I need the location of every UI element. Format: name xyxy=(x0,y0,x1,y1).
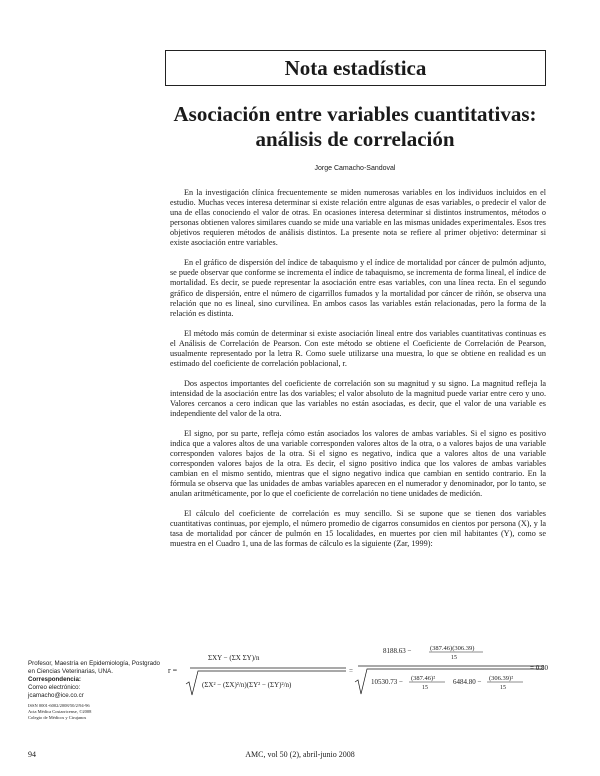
section-header: Nota estadística xyxy=(165,50,546,86)
page-number: 94 xyxy=(28,750,36,759)
author: Jorge Camacho-Sandoval xyxy=(314,165,396,172)
sidebar-notes xyxy=(28,660,160,721)
numeric-product: (387.46)(306.39) xyxy=(430,645,475,652)
correlation-formula xyxy=(168,640,558,698)
sq-2: (306.39)² xyxy=(489,675,514,682)
equals-1: = xyxy=(349,667,353,675)
symbolic-numerator: ΣXY − (ΣX ΣY)/n xyxy=(208,654,260,662)
symbolic-denominator: (ΣX² − (ΣX)²/n)(ΣY² − (ΣY)²/n) xyxy=(202,681,292,689)
n-den-2: 15 xyxy=(500,685,506,691)
formula-lhs: r = xyxy=(168,666,178,675)
sq-1: (387.46)² xyxy=(411,675,436,682)
publication-info xyxy=(28,703,160,721)
article-title xyxy=(150,102,560,152)
paragraph-4: Dos aspectos importantes del coeficiente de correlación son su magnitud y su signo. La magnitud refleja la intensidad de la asociación entre las dos variables; el valor absoluto de la magnitud puede variar entre cero y uno. Valores cercanos a cero indican que las variables no están asociadas, es decir, que el valor de una variable es independiente del valor de la otra. xyxy=(170,378,546,418)
title-line-2: análisis de correlación xyxy=(255,127,455,151)
n-den-1: 15 xyxy=(422,685,428,691)
correspondence-label: Correspondencia: xyxy=(28,676,81,683)
article-body xyxy=(170,188,546,559)
affiliation: Profesor, Maestría en Epidemiología, Postgrado en Ciencias Veterinarias, UNA. xyxy=(28,660,160,675)
den-part-a: 10530.73 − xyxy=(371,678,403,686)
paragraph-5: El signo, por su parte, refleja cómo están asociados los valores de ambas variables. Si el signo es positivo indica que a valores altos de una variable corresponden valores altos de la otra, o a valores bajos de una variable corresponden valores bajos de la otra. Si el signo es negativo, indica que a valores altos de una variable corresponden valores bajos de la otra. Es decir, el signo positivo indica que los valores de ambas variables cambian en el mismo sentido, mientras que el signo negativo indica que cambian en sentido contrario. En la fórmula se observa que las unidades de ambas variables aparecen en el numerador y denominador, por lo tanto, se anulan aritméticamente, por lo que el coeficiente de correlación no tiene unidades de medición. xyxy=(170,428,546,499)
title-line-1: Asociación entre variables cuantitativas: xyxy=(173,102,537,126)
email-link[interactable]: jcamacho@ice.co.cr xyxy=(28,692,84,699)
college: Colegio de Médicos y Cirujanos xyxy=(28,715,87,720)
paragraph-1: En la investigación clínica frecuentemente se miden numerosas variables en los individuos incluidos en el estudio. Muchas veces interesa determinar si existe relación entre algunas de esas variables, o predecir el valor de una de ellas conociendo el valor de otras. En ocasiones interesa determinar si distintos instrumentos, métodos o personas obtienen valores similares cuando se mide una variable en las mismas unidades experimentales. Esos tres objetivos requieren métodos de análisis distintos. La presente nota se refiere al primer objetivo: determinar si existe asociación entre variables. xyxy=(170,188,546,248)
paragraph-3: El método más común de determinar si existe asociación lineal entre dos variables cuantitativas continuas es el Análisis de Correlación de Pearson. Con este método se obtiene el Coeficiente de Correlación de Pearson, usualmente representado por la letra R. Como suele utilizarse una muestra, lo que se obtiene en realidad es un estimado del coeficiente de correlación poblacional, r. xyxy=(170,328,546,368)
result: = 0.80 xyxy=(530,664,548,672)
paragraph-2: En el gráfico de dispersión del índice de tabaquismo y el índice de mortalidad por cáncer de pulmón adjunto, se puede observar que conforme se incrementa el índice de tabaquismo, se incrementa de forma lineal, el índice de mortalidad. Es decir, se puede representar la asociación entre esas variables, con una línea recta. En el segundo gráfico de dispersión, entre el número de cigarrillos fumados y la mortalidad por cáncer de riñón, se observa una relación que no es lineal, sino curvilínea. En ambos casos las variables están relacionadas, pero la forma de la relación es distinta. xyxy=(170,258,546,318)
den-part-b: 6484.80 − xyxy=(453,678,482,686)
paragraph-6: El cálculo del coeficiente de correlación es muy sencillo. Si se supone que se tienen dos variables cuantitativas continuas, por ejemplo, el número promedio de cigarros consumidos en cientos por persona (X), y la tasa de mortalidad por cáncer de pulmón en 15 localidades, en muertes por cien mil habitantes (Y), como se muestra en el Cuadro 1, una de las formas de cálculo es la siguiente (Zar, 1999): xyxy=(170,508,546,549)
numeric-numerator: 8188.63 − xyxy=(383,647,412,655)
email-label: Correo electrónico: xyxy=(28,684,81,691)
issn: ISSN 0001-6002/2008/50/2/94-96 xyxy=(28,703,90,708)
journal-copyright: Acta Médica Costarricense, ©2008 xyxy=(28,709,92,714)
journal-reference: AMC, vol 50 (2), abril-junio 2008 xyxy=(245,750,355,759)
n-numerator: 15 xyxy=(451,655,457,661)
